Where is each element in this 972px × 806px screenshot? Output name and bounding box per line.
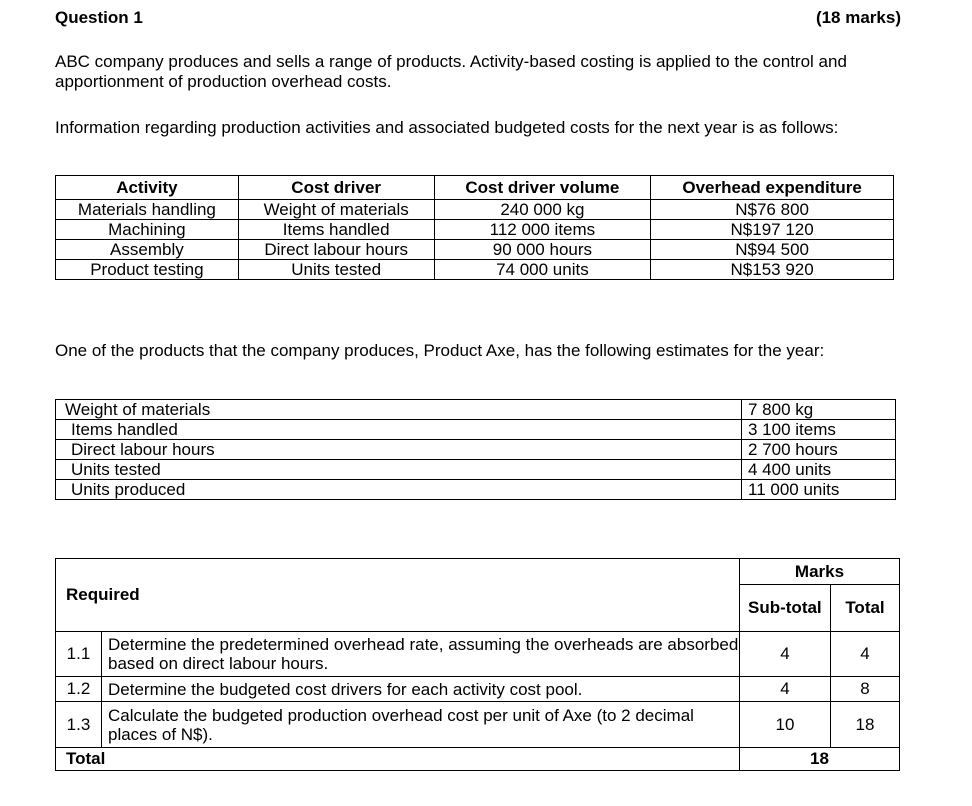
item-number: 1.3 — [56, 702, 102, 748]
table-cell: Product testing — [56, 260, 239, 280]
table-cell: N$76 800 — [651, 200, 894, 220]
intro-paragraph-1: ABC company produces and sells a range of products. Activity-based costing is applied to the control and apportionment of production overhead costs. — [55, 52, 847, 91]
table-row — [56, 400, 896, 420]
estimate-label: Items handled — [56, 420, 742, 440]
table-cell: N$153 920 — [651, 260, 894, 280]
table-row — [56, 632, 900, 677]
table-cell: Units tested — [238, 260, 434, 280]
column-header: Cost driver — [238, 176, 434, 200]
table-row — [56, 460, 896, 480]
table-cell: Machining — [56, 220, 239, 240]
table-row — [56, 480, 896, 500]
column-header: Activity — [56, 176, 239, 200]
estimate-value: 2 700 hours — [742, 440, 896, 460]
column-header: Overhead expenditure — [651, 176, 894, 200]
table-row — [56, 200, 894, 220]
estimate-value: 4 400 units — [742, 460, 896, 480]
table-header-row — [56, 176, 894, 200]
table-cell: Materials handling — [56, 200, 239, 220]
subtotal-header: Sub-total — [740, 585, 831, 632]
product-estimates-table — [55, 399, 896, 500]
table-cell: 240 000 kg — [434, 200, 651, 220]
table-row — [56, 260, 894, 280]
total-value: 18 — [740, 748, 900, 771]
table-cell: 74 000 units — [434, 260, 651, 280]
table-cell: Assembly — [56, 240, 239, 260]
item-number: 1.1 — [56, 632, 102, 677]
item-total: 18 — [831, 702, 900, 748]
table-row — [56, 240, 894, 260]
intro-paragraph-2: Information regarding production activities and associated budgeted costs for the next year is as follows: — [55, 118, 839, 137]
marks-header: Marks — [740, 559, 900, 585]
item-number: 1.2 — [56, 677, 102, 702]
item-total: 4 — [831, 632, 900, 677]
marks-header-row — [56, 559, 900, 585]
estimate-label: Weight of materials — [56, 400, 742, 420]
item-subtotal: 10 — [740, 702, 831, 748]
item-text: Determine the budgeted cost drivers for each activity cost pool. — [102, 677, 740, 702]
table-cell: 112 000 items — [434, 220, 651, 240]
table-cell: Weight of materials — [238, 200, 434, 220]
estimate-value: 11 000 units — [742, 480, 896, 500]
table-row — [56, 677, 900, 702]
item-subtotal: 4 — [740, 677, 831, 702]
item-text: Determine the predetermined overhead rate, assuming the overheads are absorbed based on direct labour hours. — [102, 632, 740, 677]
table-row — [56, 420, 896, 440]
table-cell: N$197 120 — [651, 220, 894, 240]
question-title: Question 1 — [55, 8, 143, 27]
required-marks-table — [55, 558, 900, 771]
table-row — [56, 440, 896, 460]
required-label: Required — [56, 559, 740, 632]
item-subtotal: 4 — [740, 632, 831, 677]
table-cell: Direct labour hours — [238, 240, 434, 260]
total-label: Total — [56, 748, 740, 771]
estimate-value: 3 100 items — [742, 420, 896, 440]
total-header: Total — [831, 585, 900, 632]
total-row — [56, 748, 900, 771]
estimate-label: Units tested — [56, 460, 742, 480]
table-cell: 90 000 hours — [434, 240, 651, 260]
table-row — [56, 220, 894, 240]
item-total: 8 — [831, 677, 900, 702]
table-cell: Items handled — [238, 220, 434, 240]
column-header: Cost driver volume — [434, 176, 651, 200]
question-marks: (18 marks) — [815, 8, 901, 27]
product-intro: One of the products that the company produces, Product Axe, has the following estimates for the year: — [55, 341, 825, 360]
activity-cost-table — [55, 175, 894, 280]
item-text: Calculate the budgeted production overhead cost per unit of Axe (to 2 decimal places of N$). — [102, 702, 740, 748]
estimate-value: 7 800 kg — [742, 400, 896, 420]
estimate-label: Units produced — [56, 480, 742, 500]
table-row — [56, 702, 900, 748]
table-cell: N$94 500 — [651, 240, 894, 260]
estimate-label: Direct labour hours — [56, 440, 742, 460]
